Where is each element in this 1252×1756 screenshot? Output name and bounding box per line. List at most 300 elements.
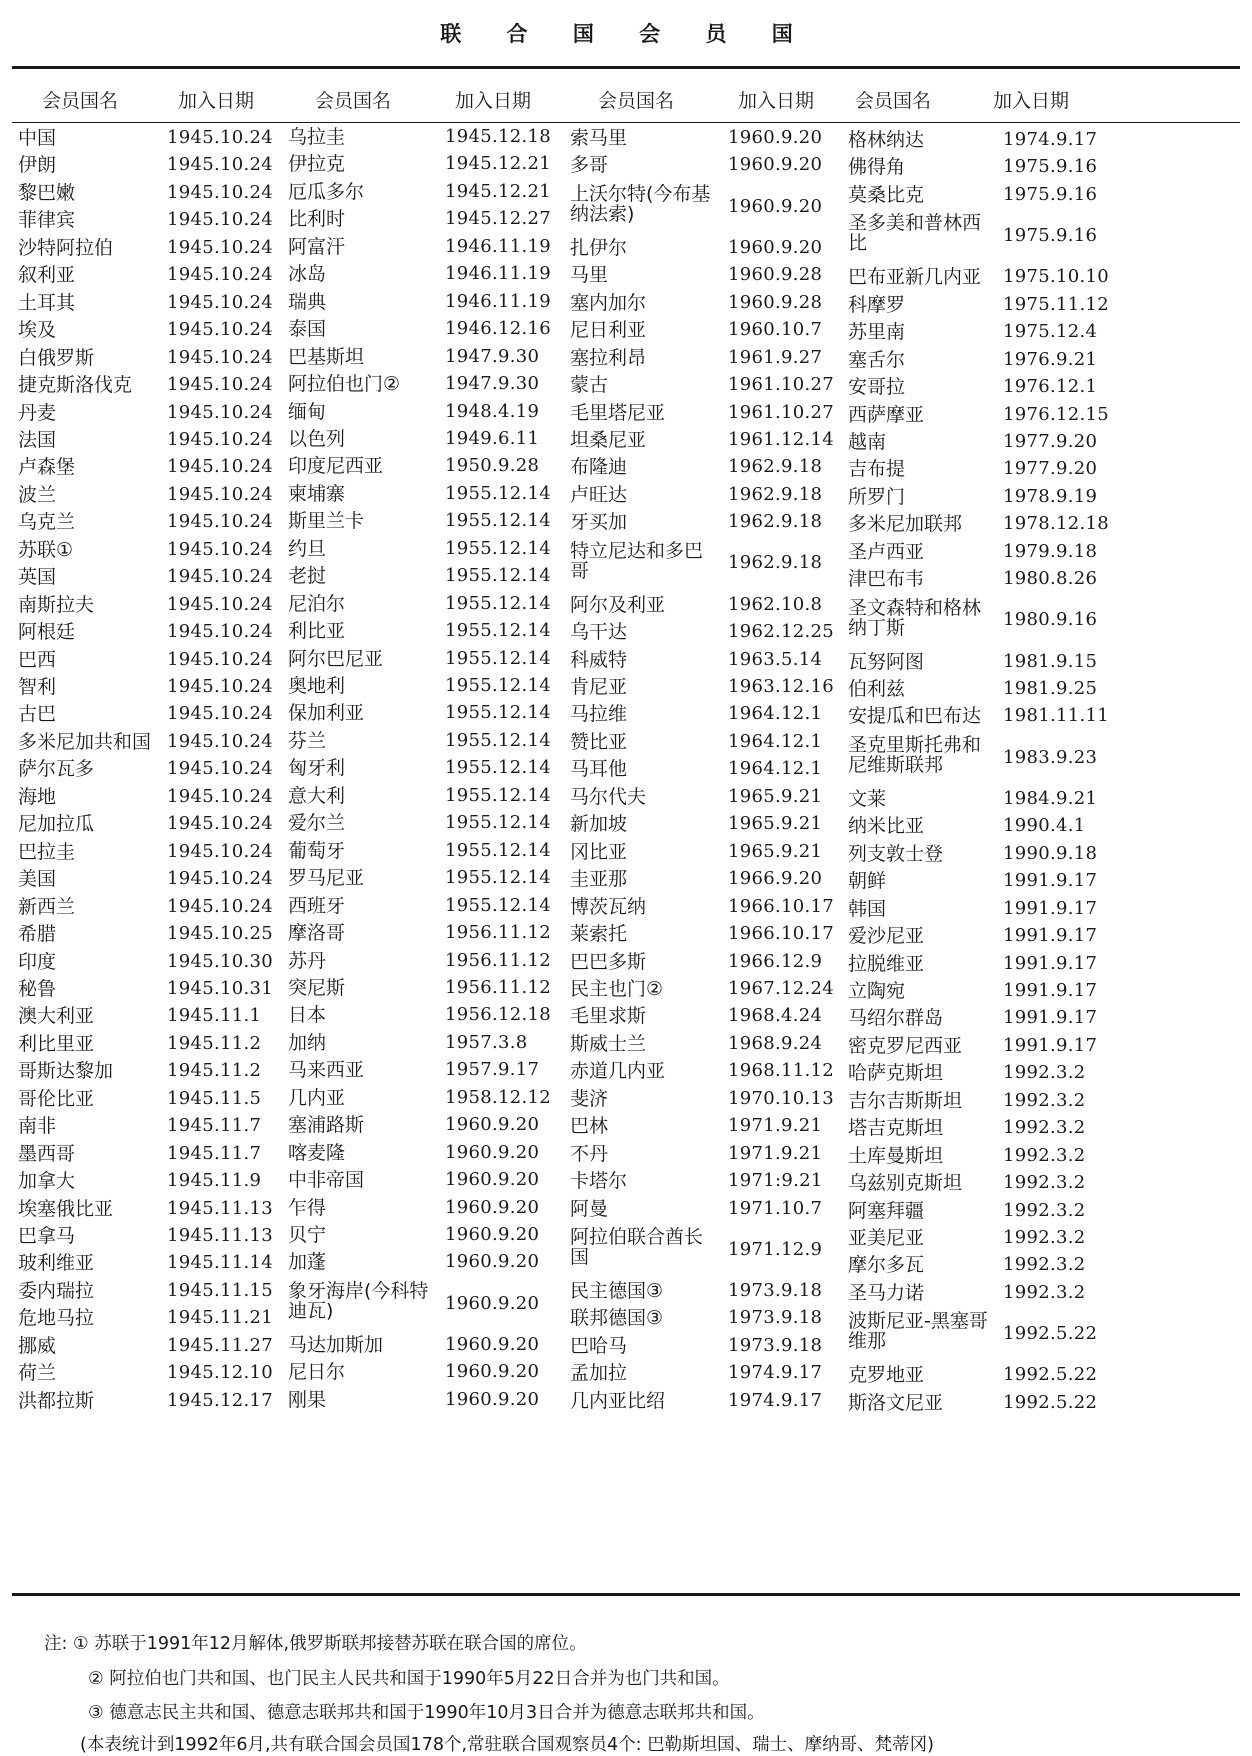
join-date: 1961.12.14 [728, 428, 835, 450]
member-name: 比利时 [288, 208, 346, 231]
join-date: 1978.9.19 [1003, 485, 1098, 507]
member-name: 罗马尼亚 [288, 867, 365, 890]
join-date: 1945.10.24 [167, 236, 274, 258]
join-date: 1955.12.14 [445, 867, 552, 889]
member-name: 爱沙尼亚 [848, 925, 925, 948]
join-date: 1960.9.20 [445, 1251, 540, 1273]
join-date: 1945.10.24 [167, 868, 274, 890]
join-date: 1945.12.17 [167, 1389, 274, 1411]
member-name: 加拿大 [18, 1170, 76, 1193]
join-date: 1992.5.22 [1003, 1364, 1098, 1386]
join-date: 1964.12.1 [728, 703, 823, 725]
join-date: 1991.9.17 [1003, 925, 1098, 947]
join-date: 1962.9.18 [728, 483, 823, 505]
join-date: 1945.10.24 [167, 648, 274, 670]
join-date: 1945.10.24 [167, 291, 274, 313]
member-name: 拉脱维亚 [848, 952, 925, 975]
member-name: 尼泊尔 [288, 592, 346, 615]
member-name: 沙特阿拉伯 [18, 236, 114, 259]
join-date: 1945.11.15 [167, 1279, 274, 1301]
join-date: 1992.3.2 [1003, 1281, 1086, 1303]
member-name: 巴布亚新几内亚 [848, 266, 982, 289]
member-name: 圭亚那 [570, 868, 628, 891]
join-date: 1945.11.1 [167, 1005, 262, 1027]
member-name: 萨尔瓦多 [18, 758, 95, 781]
member-name: 波兰 [18, 483, 57, 506]
member-name: 象牙海岸(今科特迪瓦) [288, 1279, 429, 1322]
join-date: 1956.11.12 [445, 922, 552, 944]
member-name: 卢旺达 [570, 483, 628, 506]
member-name: 中非帝国 [288, 1169, 365, 1192]
member-name: 民主德国③ [570, 1279, 664, 1302]
join-date: 1945.10.24 [167, 401, 274, 423]
member-name: 加蓬 [288, 1251, 327, 1274]
join-date: 1975.10.10 [1003, 266, 1110, 288]
member-name: 阿塞拜疆 [848, 1199, 925, 1222]
member-name: 所罗门 [848, 485, 906, 508]
join-date: 1975.9.16 [1003, 183, 1098, 205]
note-text: ① 苏联于1991年12月解体,俄罗斯联邦接替苏联在联合国的席位。 [72, 1634, 587, 1654]
join-date: 1945.10.24 [167, 703, 274, 725]
join-date: 1945.11.7 [167, 1142, 262, 1164]
member-name: 巴拉圭 [18, 840, 76, 863]
member-name: 斯威士兰 [570, 1032, 647, 1055]
join-date: 1963.5.14 [728, 648, 823, 670]
member-name: 挪威 [18, 1334, 57, 1357]
join-date: 1955.12.14 [445, 620, 552, 642]
member-name: 贝宁 [288, 1224, 327, 1246]
join-date: 1945.10.24 [167, 785, 274, 807]
join-date: 1955.12.14 [445, 757, 552, 779]
member-name: 马里 [570, 264, 609, 287]
join-date: 1960.9.20 [445, 1224, 540, 1245]
member-name: 科摩罗 [848, 293, 906, 316]
member-name: 白俄罗斯 [18, 346, 95, 369]
member-name: 波斯尼亚-黑塞哥维那 [848, 1310, 988, 1353]
member-name: 西班牙 [288, 894, 346, 917]
member-name: 巴林 [570, 1115, 609, 1138]
join-date: 1983.9.23 [1003, 746, 1098, 768]
member-name: 安哥拉 [848, 376, 906, 399]
member-name: 日本 [288, 1004, 327, 1027]
join-date: 1964.12.1 [728, 758, 823, 780]
join-date: 1991.9.17 [1003, 897, 1098, 919]
member-name: 约旦 [288, 537, 327, 560]
member-name: 智利 [18, 676, 57, 698]
join-date: 1955.12.14 [445, 592, 552, 614]
member-name: 冰岛 [288, 263, 327, 286]
member-name: 马拉维 [570, 703, 628, 726]
member-name: 柬埔寨 [288, 482, 346, 505]
join-date: 1964.12.1 [728, 730, 823, 752]
join-date: 1992.5.22 [1003, 1323, 1098, 1345]
member-name: 乌拉圭 [288, 126, 346, 148]
join-date: 1990.9.18 [1003, 842, 1098, 864]
member-name: 缅甸 [288, 400, 327, 423]
join-date: 1962.10.8 [728, 593, 823, 615]
header-join-date: 加入日期 [738, 90, 815, 112]
join-date: 1979.9.18 [1003, 540, 1098, 562]
member-name: 赞比亚 [570, 730, 628, 753]
join-date: 1962.12.25 [728, 621, 835, 643]
member-name: 美国 [18, 868, 57, 891]
member-name: 斯里兰卡 [288, 510, 365, 533]
member-name: 海地 [18, 785, 57, 808]
join-date: 1945.10.24 [167, 154, 274, 176]
join-date: 1960.9.20 [445, 1388, 540, 1410]
join-date: 1945.12.10 [167, 1362, 274, 1384]
join-date: 1945.10.25 [167, 923, 274, 945]
join-date: 1960.9.20 [445, 1333, 540, 1355]
join-date: 1981.9.25 [1003, 678, 1098, 699]
member-name: 特立尼达和多巴哥 [570, 539, 704, 582]
member-name: 多米尼加共和国 [18, 730, 152, 753]
member-name: 尼加拉瓜 [18, 813, 95, 836]
join-date: 1961.10.27 [728, 374, 835, 396]
member-name: 埃及 [18, 319, 57, 342]
join-date: 1971.12.9 [728, 1238, 823, 1260]
join-date: 1946.11.19 [445, 235, 552, 257]
member-name: 喀麦隆 [288, 1141, 346, 1164]
table-summary: (本表统计到1992年6月,共有联合国会员国178个,常驻联合国观察员4个: 巴勒斯坦国、瑞士、摩纳哥、梵蒂冈) [80, 1735, 934, 1755]
member-name: 塞浦路斯 [288, 1114, 365, 1137]
join-date: 1981.9.15 [1003, 650, 1098, 672]
member-name: 中国 [18, 127, 57, 149]
join-date: 1955.12.14 [445, 812, 552, 834]
member-name: 土库曼斯坦 [848, 1144, 944, 1167]
join-date: 1945.12.18 [445, 126, 552, 147]
member-name: 黎巴嫩 [18, 181, 76, 204]
join-date: 1976.9.21 [1003, 348, 1098, 370]
member-name: 阿拉伯联合酋长国 [570, 1226, 704, 1268]
join-date: 1956.11.12 [445, 949, 552, 971]
member-name: 斐济 [570, 1087, 609, 1110]
join-date: 1962.9.18 [728, 511, 823, 533]
member-name: 法国 [18, 428, 57, 451]
table-top-rule [12, 66, 1240, 69]
join-date: 1945.11.5 [167, 1087, 262, 1109]
join-date: 1960.9.20 [445, 1361, 540, 1383]
join-date: 1992.3.2 [1003, 1144, 1086, 1166]
member-name: 乌兹别克斯坦 [848, 1172, 963, 1195]
join-date: 1945.11.21 [167, 1307, 274, 1329]
member-name: 圣克里斯托弗和尼维斯联邦 [848, 733, 982, 776]
join-date: 1963.12.16 [728, 676, 835, 697]
join-date: 1975.9.16 [1003, 156, 1098, 178]
join-date: 1967.12.24 [728, 977, 835, 999]
member-name: 塞拉利昂 [570, 346, 647, 369]
join-date: 1968.11.12 [728, 1060, 835, 1082]
join-date: 1956.11.12 [445, 976, 552, 998]
member-name: 圣文森特和格林纳丁斯 [848, 596, 982, 639]
join-date: 1946.11.19 [445, 263, 552, 285]
member-name: 几内亚比绍 [570, 1389, 666, 1412]
join-date: 1990.4.1 [1003, 815, 1086, 837]
member-name: 捷克斯洛伐克 [18, 374, 133, 397]
member-name: 韩国 [848, 897, 887, 920]
join-date: 1965.9.21 [728, 813, 823, 835]
member-name: 纳米比亚 [848, 815, 925, 838]
join-date: 1949.6.11 [445, 427, 540, 449]
join-date: 1974.9.17 [728, 1389, 823, 1411]
join-date: 1973.9.18 [728, 1279, 823, 1301]
member-name: 津巴布韦 [848, 568, 925, 591]
join-date: 1947.9.30 [445, 345, 540, 367]
member-name: 阿尔及利亚 [570, 593, 666, 616]
member-name: 瓦努阿图 [848, 650, 925, 673]
join-date: 1946.12.16 [445, 318, 552, 340]
join-date: 1955.12.14 [445, 702, 552, 724]
member-name: 乌干达 [570, 621, 628, 644]
member-name: 伊拉克 [288, 153, 346, 176]
join-date: 1955.12.14 [445, 839, 552, 861]
member-name: 叙利亚 [18, 264, 76, 287]
join-date: 1957.3.8 [445, 1031, 528, 1053]
member-name: 阿富汗 [288, 235, 346, 258]
join-date: 1945.11.9 [167, 1170, 262, 1192]
member-name: 葡萄牙 [288, 839, 346, 862]
join-date: 1991.9.17 [1003, 952, 1098, 974]
member-name: 玻利维亚 [18, 1252, 95, 1275]
join-date: 1945.11.7 [167, 1115, 262, 1137]
join-date: 1945.11.2 [167, 1060, 262, 1082]
join-date: 1945.10.24 [167, 511, 274, 533]
join-date: 1965.9.21 [728, 785, 823, 807]
join-date: 1968.4.24 [728, 1005, 823, 1027]
join-date: 1955.12.14 [445, 894, 552, 916]
member-name: 南非 [18, 1115, 57, 1138]
member-name: 荷兰 [18, 1362, 57, 1385]
member-name: 阿曼 [570, 1197, 609, 1220]
join-date: 1945.11.14 [167, 1252, 274, 1274]
member-name: 多米尼加联邦 [848, 513, 963, 536]
member-name: 爱尔兰 [288, 812, 346, 835]
join-date: 1956.12.18 [445, 1004, 552, 1026]
member-name: 巴巴多斯 [570, 950, 647, 973]
member-name: 伯利兹 [848, 678, 906, 700]
member-name: 格林纳达 [848, 129, 925, 151]
member-name: 巴基斯坦 [288, 345, 365, 368]
member-name: 越南 [848, 430, 887, 453]
join-date: 1958.12.12 [445, 1086, 552, 1108]
member-name: 印度尼西亚 [288, 455, 384, 478]
member-name: 毛里塔尼亚 [570, 401, 666, 424]
join-date: 1945.12.21 [445, 153, 552, 175]
member-name: 阿根廷 [18, 621, 76, 644]
member-name: 文莱 [848, 787, 887, 810]
member-name: 苏里南 [848, 321, 906, 344]
member-name: 匈牙利 [288, 757, 346, 780]
join-date: 1945.10.24 [167, 758, 274, 780]
member-name: 南斯拉夫 [18, 593, 95, 616]
member-name: 洪都拉斯 [18, 1389, 95, 1412]
join-date: 1991.9.17 [1003, 1007, 1098, 1029]
join-date: 1960.9.28 [728, 291, 823, 313]
member-name: 多哥 [570, 154, 609, 177]
member-name: 危地马拉 [18, 1307, 95, 1330]
member-name: 斯洛文尼亚 [848, 1391, 944, 1414]
member-name: 博茨瓦纳 [570, 895, 647, 918]
join-date: 1962.9.18 [728, 456, 823, 478]
note-2: ② 阿拉伯也门共和国、也门民主人民共和国于1990年5月22日合并为也门共和国。 [88, 1669, 730, 1689]
member-name: 老挝 [288, 565, 327, 588]
join-date: 1966.10.17 [728, 895, 835, 917]
member-name: 马达加斯加 [288, 1333, 384, 1356]
join-date: 1955.12.14 [445, 510, 552, 532]
join-date: 1945.10.24 [167, 730, 274, 752]
member-name: 列支敦士登 [848, 842, 944, 865]
member-name: 亚美尼亚 [848, 1227, 925, 1249]
join-date: 1955.12.14 [445, 784, 552, 806]
member-name: 丹麦 [18, 401, 57, 424]
member-name: 莫桑比克 [848, 183, 925, 206]
join-date: 1971.9.21 [728, 1115, 823, 1137]
member-name: 联邦德国③ [570, 1307, 664, 1330]
member-name: 墨西哥 [18, 1142, 76, 1165]
join-date: 1977.9.20 [1003, 430, 1098, 452]
member-name: 芬兰 [288, 729, 327, 752]
member-name: 秘鲁 [18, 977, 57, 1000]
join-date: 1981.11.11 [1003, 705, 1110, 727]
member-name: 冈比亚 [570, 840, 628, 863]
join-date: 1945.12.21 [445, 180, 552, 202]
join-date: 1970.10.13 [728, 1087, 835, 1109]
member-name: 塞舌尔 [848, 348, 906, 371]
member-name: 巴拿马 [18, 1225, 76, 1247]
join-date: 1945.10.24 [167, 895, 274, 917]
note-3: ③ 德意志民主共和国、德意志联邦共和国于1990年10月3日合并为德意志联邦共和国。 [88, 1703, 765, 1723]
join-date: 1991.9.17 [1003, 1034, 1098, 1056]
member-name: 上沃尔特(今布基纳法索) [570, 182, 711, 225]
member-name: 牙买加 [570, 511, 628, 534]
join-date: 1955.12.14 [445, 537, 552, 559]
join-date: 1945.10.24 [167, 456, 274, 478]
member-name: 突尼斯 [288, 976, 346, 999]
join-date: 1960.9.20 [728, 195, 823, 217]
join-date: 1976.12.15 [1003, 403, 1110, 425]
member-name: 新加坡 [570, 813, 628, 836]
join-date: 1962.9.18 [728, 552, 823, 574]
member-name: 苏联① [18, 538, 74, 561]
member-name: 孟加拉 [570, 1362, 628, 1385]
join-date: 1974.9.17 [728, 1362, 823, 1384]
member-name: 民主也门② [570, 977, 664, 1000]
join-date: 1945.10.24 [167, 593, 274, 615]
join-date: 1992.3.2 [1003, 1199, 1086, 1221]
join-date: 1965.9.21 [728, 840, 823, 862]
note-1 [44, 1630, 587, 1655]
join-date: 1971.10.7 [728, 1197, 823, 1219]
join-date: 1992.5.22 [1003, 1391, 1098, 1413]
join-date: 1945.11.13 [167, 1197, 274, 1219]
member-name: 希腊 [18, 923, 57, 946]
join-date: 1971:9.21 [728, 1170, 823, 1192]
join-date: 1992.3.2 [1003, 1172, 1086, 1194]
join-date: 1991.9.17 [1003, 979, 1098, 1001]
member-name: 厄瓜多尔 [288, 180, 365, 203]
join-date: 1977.9.20 [1003, 458, 1098, 480]
join-date: 1975.9.16 [1003, 225, 1098, 247]
member-name: 朝鲜 [848, 870, 887, 893]
member-name: 英国 [18, 566, 57, 589]
member-name: 奥地利 [288, 675, 346, 697]
header-member-name: 会员国名 [42, 90, 119, 112]
join-date: 1945.10.24 [167, 483, 274, 505]
join-date: 1955.12.14 [445, 647, 552, 669]
join-date: 1945.11.27 [167, 1334, 274, 1356]
join-date: 1960.9.20 [445, 1196, 540, 1218]
join-date: 1960.9.28 [728, 264, 823, 286]
join-date: 1992.3.2 [1003, 1117, 1086, 1139]
member-name: 摩尔多瓦 [848, 1254, 925, 1277]
member-name: 科威特 [570, 648, 628, 671]
member-name: 马尔代夫 [570, 785, 647, 808]
member-name: 肯尼亚 [570, 676, 628, 698]
join-date: 1960.10.7 [728, 319, 823, 341]
member-name: 蒙古 [570, 374, 609, 397]
page-title: 联 合 国 会 员 国 [440, 22, 812, 46]
member-name: 几内亚 [288, 1086, 346, 1109]
member-name: 塔吉克斯坦 [848, 1117, 944, 1140]
join-date: 1960.9.20 [445, 1292, 540, 1314]
join-date: 1960.9.20 [445, 1169, 540, 1191]
member-name: 保加利亚 [288, 702, 365, 725]
join-date: 1945.10.24 [167, 566, 274, 588]
member-name: 马来西亚 [288, 1059, 365, 1082]
member-name: 澳大利亚 [18, 1005, 95, 1028]
member-name: 圣卢西亚 [848, 540, 925, 563]
member-name: 西萨摩亚 [848, 403, 925, 426]
member-name: 塞内加尔 [570, 291, 647, 314]
member-name: 巴西 [18, 648, 57, 671]
join-date: 1973.9.18 [728, 1334, 823, 1356]
member-name: 哥斯达黎加 [18, 1060, 114, 1083]
member-name: 立陶宛 [848, 979, 906, 1002]
member-name: 乍得 [288, 1196, 327, 1219]
header-member-name: 会员国名 [315, 90, 392, 112]
member-name: 古巴 [18, 703, 57, 726]
join-date: 1957.9.17 [445, 1059, 540, 1081]
join-date: 1945.10.24 [167, 813, 274, 835]
join-date: 1960.9.20 [728, 127, 823, 148]
join-date: 1955.12.14 [445, 565, 552, 587]
join-date: 1975.11.12 [1003, 293, 1110, 315]
join-date: 1945.10.24 [167, 264, 274, 286]
member-name: 卢森堡 [18, 456, 76, 479]
member-name: 摩洛哥 [288, 922, 346, 945]
header-join-date: 加入日期 [178, 90, 255, 112]
member-name: 利比里亚 [18, 1032, 95, 1055]
join-date: 1945.11.2 [167, 1032, 262, 1054]
join-date: 1960.9.20 [445, 1141, 540, 1163]
join-date: 1980.8.26 [1003, 568, 1098, 590]
header-join-date: 加入日期 [993, 90, 1070, 112]
member-name: 布隆迪 [570, 456, 628, 479]
member-name: 圣马力诺 [848, 1281, 925, 1304]
join-date: 1955.12.14 [445, 482, 552, 504]
member-name: 印度 [18, 950, 57, 973]
member-name: 克罗地亚 [848, 1364, 925, 1387]
member-name: 卡塔尔 [570, 1170, 628, 1193]
member-name: 刚果 [288, 1388, 327, 1411]
member-name: 密克罗尼西亚 [848, 1034, 963, 1057]
member-name: 哥伦比亚 [18, 1087, 95, 1110]
member-name: 吉布提 [848, 458, 906, 481]
member-name: 伊朗 [18, 154, 57, 177]
join-date: 1945.10.24 [167, 346, 274, 368]
join-date: 1945.11.13 [167, 1225, 274, 1246]
join-date: 1991.9.17 [1003, 870, 1098, 892]
